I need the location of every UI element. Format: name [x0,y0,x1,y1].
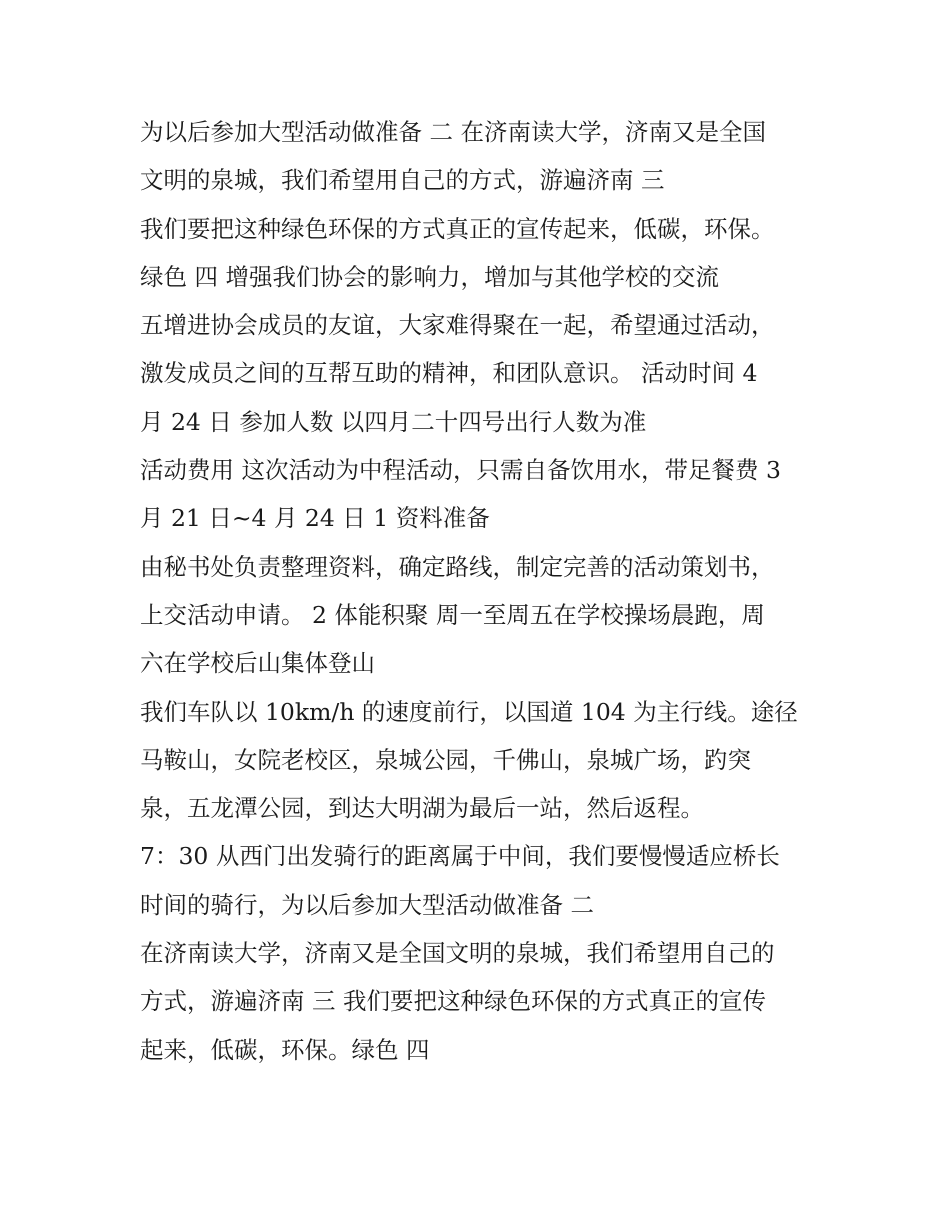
text-line: 激发成员之间的互帮互助的精神，和团队意识。 活动时间 4 [140,359,758,388]
text-line: 由秘书处负责整理资料，确定路线，制定完善的活动策划书， [140,552,775,581]
text-line: 上交活动申请。 2 体能积聚 周一至周五在学校操场晨跑，周 [140,600,765,629]
text-line: 7：30 从西门出发骑行的距离属于中间，我们要慢慢适应桥长 [140,842,780,871]
text-line: 在济南读大学，济南又是全国文明的泉城，我们希望用自己的 [140,939,775,968]
text-line: 文明的泉城，我们希望用自己的方式，游遍济南 三 [140,166,665,195]
text-line: 绿色 四 增强我们协会的影响力，增加与其他学校的交流 [140,262,719,291]
text-line: 五增进协会成员的友谊，大家难得聚在一起，希望通过活动， [140,311,775,340]
text-line: 起来，低碳，环保。绿色 四 [140,1035,430,1064]
text-line: 为以后参加大型活动做准备 二 在济南读大学，济南又是全国 [140,118,766,146]
text-line: 我们车队以 10km/h 的速度前行，以国道 104 为主行线。途径 [140,697,798,726]
text-line: 六在学校后山集体登山 [140,649,375,678]
text-line: 方式，游遍济南 三 我们要把这种绿色环保的方式真正的宣传 [140,987,766,1016]
text-line: 活动费用 这次活动为中程活动，只需自备饮用水，带足餐费 3 [140,456,781,485]
body-text [140,108,830,1074]
text-line: 时间的骑行，为以后参加大型活动做准备 二 [140,890,594,919]
text-line: 月 24 日 参加人数 以四月二十四号出行人数为准 [140,407,647,436]
text-line: 泉，五龙潭公园，到达大明湖为最后一站，然后返程。 [140,794,704,823]
text-line: 我们要把这种绿色环保的方式真正的宣传起来，低碳，环保。 [140,214,775,243]
text-line: 马鞍山，女院老校区，泉城公园，千佛山，泉城广场，趵突 [140,745,751,774]
text-line: 月 21 日~4 月 24 日 1 资料准备 [140,504,490,533]
